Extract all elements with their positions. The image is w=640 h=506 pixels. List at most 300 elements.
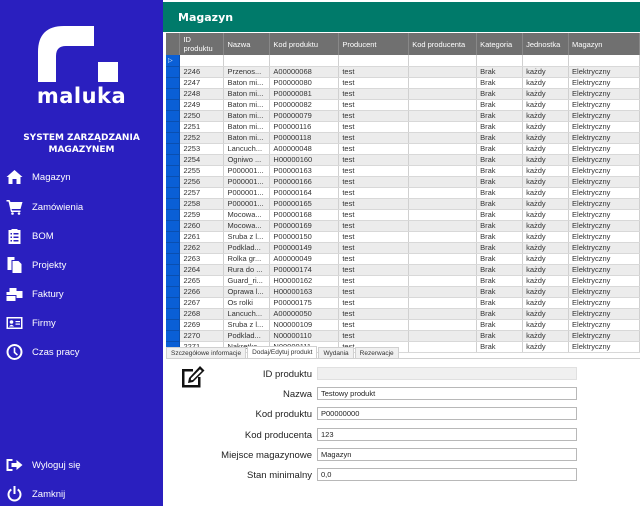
table-cell[interactable]: 2255 bbox=[180, 166, 224, 177]
table-cell[interactable]: każdy bbox=[523, 177, 569, 188]
row-header[interactable] bbox=[166, 122, 180, 133]
table-cell[interactable] bbox=[224, 55, 270, 67]
table-cell[interactable]: każdy bbox=[523, 221, 569, 232]
table-cell[interactable]: 2250 bbox=[180, 111, 224, 122]
sidebar-item-zamowienia[interactable] bbox=[5, 196, 83, 218]
table-cell[interactable]: P00000174 bbox=[270, 265, 339, 276]
table-cell[interactable]: Brak bbox=[477, 221, 523, 232]
row-header[interactable] bbox=[166, 67, 180, 78]
table-cell[interactable]: Brak bbox=[477, 78, 523, 89]
table-cell[interactable]: Elektryczny bbox=[569, 166, 640, 177]
table-cell[interactable]: test bbox=[339, 155, 409, 166]
table-cell[interactable]: każdy bbox=[523, 254, 569, 265]
table-row[interactable] bbox=[166, 188, 640, 199]
table-cell[interactable]: 2266 bbox=[180, 287, 224, 298]
table-cell[interactable]: P00000169 bbox=[270, 221, 339, 232]
table-cell[interactable] bbox=[409, 111, 477, 122]
row-header[interactable] bbox=[166, 331, 180, 342]
table-cell[interactable]: 2264 bbox=[180, 265, 224, 276]
table-cell[interactable]: każdy bbox=[523, 155, 569, 166]
table-cell[interactable]: Elektryczny bbox=[569, 122, 640, 133]
tab-rezerwacje[interactable]: Rezerwacje bbox=[355, 347, 399, 358]
table-cell[interactable]: P000001... bbox=[224, 177, 270, 188]
table-cell[interactable] bbox=[409, 155, 477, 166]
table-cell[interactable]: Elektryczny bbox=[569, 100, 640, 111]
table-cell[interactable] bbox=[523, 55, 569, 67]
table-cell[interactable]: 2249 bbox=[180, 100, 224, 111]
table-cell[interactable]: Sruba z l... bbox=[224, 232, 270, 243]
table-cell[interactable] bbox=[409, 342, 477, 353]
table-cell[interactable]: Elektryczny bbox=[569, 177, 640, 188]
table-cell[interactable]: P00000149 bbox=[270, 243, 339, 254]
table-cell[interactable]: Elektryczny bbox=[569, 254, 640, 265]
table-cell[interactable] bbox=[409, 287, 477, 298]
table-row[interactable] bbox=[166, 144, 640, 155]
column-header[interactable]: Jednostka bbox=[523, 33, 569, 55]
table-cell[interactable]: test bbox=[339, 287, 409, 298]
tab-dodaj-edytuj-produkt[interactable]: Dodaj/Edytuj produkt bbox=[247, 346, 317, 359]
table-cell[interactable]: Oprawa l... bbox=[224, 287, 270, 298]
table-cell[interactable]: każdy bbox=[523, 276, 569, 287]
close-app-button[interactable] bbox=[5, 483, 65, 505]
table-cell[interactable]: 2265 bbox=[180, 276, 224, 287]
table-cell[interactable]: test bbox=[339, 177, 409, 188]
table-cell[interactable]: P00000082 bbox=[270, 100, 339, 111]
table-cell[interactable]: 2258 bbox=[180, 199, 224, 210]
table-cell[interactable]: Brak bbox=[477, 166, 523, 177]
table-cell[interactable] bbox=[409, 144, 477, 155]
table-cell[interactable]: Elektryczny bbox=[569, 78, 640, 89]
table-cell[interactable]: Brak bbox=[477, 265, 523, 276]
table-cell[interactable]: Elektryczny bbox=[569, 67, 640, 78]
products-grid[interactable] bbox=[166, 33, 640, 351]
table-row[interactable] bbox=[166, 122, 640, 133]
table-cell[interactable]: P000001... bbox=[224, 199, 270, 210]
table-cell[interactable]: P00000168 bbox=[270, 210, 339, 221]
table-cell[interactable]: każdy bbox=[523, 243, 569, 254]
row-header[interactable] bbox=[166, 144, 180, 155]
table-cell[interactable]: Elektryczny bbox=[569, 199, 640, 210]
table-cell[interactable]: Podklad... bbox=[224, 243, 270, 254]
kod-producenta-label: Kod producenta bbox=[244, 430, 312, 441]
sidebar-item-projekty[interactable] bbox=[5, 254, 66, 276]
table-cell[interactable]: 2267 bbox=[180, 298, 224, 309]
table-cell[interactable]: test bbox=[339, 210, 409, 221]
table-cell[interactable]: Brak bbox=[477, 111, 523, 122]
table-cell[interactable]: Brak bbox=[477, 144, 523, 155]
table-cell[interactable]: Brak bbox=[477, 199, 523, 210]
table-cell[interactable] bbox=[409, 188, 477, 199]
table-row[interactable] bbox=[166, 133, 640, 144]
table-cell[interactable] bbox=[409, 55, 477, 67]
table-cell[interactable]: Brak bbox=[477, 254, 523, 265]
table-cell[interactable]: Ogniwo ... bbox=[224, 155, 270, 166]
table-row[interactable] bbox=[166, 89, 640, 100]
table-cell[interactable]: P00000116 bbox=[270, 122, 339, 133]
table-cell[interactable]: 2260 bbox=[180, 221, 224, 232]
table-cell[interactable]: test bbox=[339, 221, 409, 232]
table-cell[interactable]: test bbox=[339, 199, 409, 210]
table-cell[interactable]: P00000164 bbox=[270, 188, 339, 199]
table-cell[interactable]: Elektryczny bbox=[569, 287, 640, 298]
table-cell[interactable]: P00000165 bbox=[270, 199, 339, 210]
table-cell[interactable] bbox=[270, 55, 339, 67]
table-cell[interactable]: P00000175 bbox=[270, 298, 339, 309]
table-cell[interactable]: 2248 bbox=[180, 89, 224, 100]
table-cell[interactable]: 2251 bbox=[180, 122, 224, 133]
row-header[interactable] bbox=[166, 210, 180, 221]
table-cell[interactable]: 2257 bbox=[180, 188, 224, 199]
sidebar-item-label: Magazyn bbox=[32, 171, 71, 183]
table-cell[interactable]: Elektryczny bbox=[569, 265, 640, 276]
table-cell[interactable] bbox=[409, 276, 477, 287]
table-cell[interactable]: Elektryczny bbox=[569, 188, 640, 199]
tab-szczegolowe-informacje[interactable]: Szczegółowe informacje bbox=[166, 347, 246, 358]
logout-button[interactable] bbox=[5, 454, 81, 476]
nazwa-input[interactable] bbox=[317, 387, 577, 400]
table-cell[interactable]: 2268 bbox=[180, 309, 224, 320]
table-cell[interactable]: Baton mi... bbox=[224, 122, 270, 133]
table-cell[interactable]: każdy bbox=[523, 287, 569, 298]
table-cell[interactable]: test bbox=[339, 89, 409, 100]
table-cell[interactable]: Elektryczny bbox=[569, 342, 640, 353]
table-cell[interactable]: test bbox=[339, 243, 409, 254]
table-cell[interactable]: A00000068 bbox=[270, 67, 339, 78]
table-cell[interactable]: test bbox=[339, 265, 409, 276]
table-row[interactable] bbox=[166, 309, 640, 320]
table-cell[interactable]: Rolka gr... bbox=[224, 254, 270, 265]
row-header[interactable] bbox=[166, 320, 180, 331]
table-cell[interactable]: P000001... bbox=[224, 166, 270, 177]
table-cell[interactable]: każdy bbox=[523, 331, 569, 342]
table-cell[interactable]: 2253 bbox=[180, 144, 224, 155]
table-cell[interactable]: test bbox=[339, 166, 409, 177]
row-header[interactable] bbox=[166, 243, 180, 254]
table-cell[interactable]: Elektryczny bbox=[569, 133, 640, 144]
table-row[interactable] bbox=[166, 265, 640, 276]
table-cell[interactable] bbox=[409, 166, 477, 177]
table-cell[interactable]: Mocowa... bbox=[224, 221, 270, 232]
table-cell[interactable]: test bbox=[339, 309, 409, 320]
table-cell[interactable]: P00000081 bbox=[270, 89, 339, 100]
table-cell[interactable]: Elektryczny bbox=[569, 89, 640, 100]
table-row[interactable] bbox=[166, 78, 640, 89]
table-cell[interactable] bbox=[409, 265, 477, 276]
row-header[interactable] bbox=[166, 265, 180, 276]
table-cell[interactable] bbox=[409, 309, 477, 320]
table-cell[interactable]: test bbox=[339, 188, 409, 199]
table-cell[interactable]: H00000163 bbox=[270, 287, 339, 298]
row-header[interactable] bbox=[166, 89, 180, 100]
table-row[interactable] bbox=[166, 166, 640, 177]
table-cell[interactable]: Brak bbox=[477, 331, 523, 342]
table-cell[interactable]: Elektryczny bbox=[569, 320, 640, 331]
table-cell[interactable]: 2262 bbox=[180, 243, 224, 254]
table-cell[interactable] bbox=[409, 331, 477, 342]
table-cell[interactable]: P00000118 bbox=[270, 133, 339, 144]
table-row[interactable] bbox=[166, 287, 640, 298]
row-header[interactable] bbox=[166, 254, 180, 265]
table-cell[interactable]: Baton mi... bbox=[224, 89, 270, 100]
table-cell[interactable]: test bbox=[339, 298, 409, 309]
table-cell[interactable]: każdy bbox=[523, 309, 569, 320]
page-header bbox=[163, 0, 640, 32]
table-cell[interactable]: Baton mi... bbox=[224, 78, 270, 89]
table-cell[interactable]: Os rolki bbox=[224, 298, 270, 309]
table-cell[interactable]: każdy bbox=[523, 188, 569, 199]
table-cell[interactable] bbox=[409, 254, 477, 265]
table-row[interactable] bbox=[166, 331, 640, 342]
table-cell[interactable]: każdy bbox=[523, 111, 569, 122]
row-header[interactable] bbox=[166, 78, 180, 89]
system-title-line1: SYSTEM ZARZĄDZANIA bbox=[23, 133, 140, 143]
table-cell[interactable]: test bbox=[339, 111, 409, 122]
table-cell[interactable]: każdy bbox=[523, 232, 569, 243]
table-cell[interactable] bbox=[409, 232, 477, 243]
table-cell[interactable]: P000001... bbox=[224, 188, 270, 199]
table-cell[interactable]: test bbox=[339, 144, 409, 155]
row-header[interactable] bbox=[166, 309, 180, 320]
table-cell[interactable]: Brak bbox=[477, 122, 523, 133]
table-cell[interactable]: H00000160 bbox=[270, 155, 339, 166]
row-header[interactable] bbox=[166, 177, 180, 188]
table-cell[interactable]: każdy bbox=[523, 342, 569, 353]
table-cell[interactable]: Lancuch... bbox=[224, 309, 270, 320]
table-row[interactable] bbox=[166, 298, 640, 309]
table-cell[interactable] bbox=[409, 298, 477, 309]
row-header[interactable] bbox=[166, 155, 180, 166]
column-header[interactable]: Producent bbox=[339, 33, 409, 55]
table-cell[interactable]: Brak bbox=[477, 287, 523, 298]
row-header[interactable] bbox=[166, 298, 180, 309]
kod-produktu-label: Kod produktu bbox=[255, 409, 312, 420]
table-cell[interactable]: Brak bbox=[477, 210, 523, 221]
table-cell[interactable]: Brak bbox=[477, 309, 523, 320]
table-row[interactable] bbox=[166, 232, 640, 243]
table-cell[interactable]: Brak bbox=[477, 67, 523, 78]
sidebar-item-faktury[interactable] bbox=[5, 283, 64, 305]
table-cell[interactable]: Sruba z l... bbox=[224, 320, 270, 331]
table-cell[interactable]: Elektryczny bbox=[569, 331, 640, 342]
table-cell[interactable]: test bbox=[339, 100, 409, 111]
table-cell[interactable]: Elektryczny bbox=[569, 243, 640, 254]
table-cell[interactable]: każdy bbox=[523, 210, 569, 221]
table-row[interactable] bbox=[166, 221, 640, 232]
table-cell[interactable]: Elektryczny bbox=[569, 221, 640, 232]
table-row[interactable] bbox=[166, 177, 640, 188]
table-cell[interactable]: Mocowa... bbox=[224, 210, 270, 221]
table-cell[interactable]: Brak bbox=[477, 188, 523, 199]
table-cell[interactable] bbox=[180, 55, 224, 67]
table-row[interactable] bbox=[166, 243, 640, 254]
table-cell[interactable] bbox=[569, 55, 640, 67]
table-cell[interactable]: test bbox=[339, 320, 409, 331]
row-header[interactable] bbox=[166, 55, 180, 67]
table-cell[interactable]: Brak bbox=[477, 100, 523, 111]
table-cell[interactable]: P00000080 bbox=[270, 78, 339, 89]
table-cell[interactable]: Rura do ... bbox=[224, 265, 270, 276]
table-cell[interactable] bbox=[409, 133, 477, 144]
table-cell[interactable]: P00000163 bbox=[270, 166, 339, 177]
table-cell[interactable]: 2254 bbox=[180, 155, 224, 166]
table-cell[interactable]: każdy bbox=[523, 199, 569, 210]
table-cell[interactable]: Elektryczny bbox=[569, 309, 640, 320]
table-cell[interactable]: 2261 bbox=[180, 232, 224, 243]
table-cell[interactable] bbox=[409, 320, 477, 331]
table-cell[interactable]: Lancuch... bbox=[224, 144, 270, 155]
table-row[interactable] bbox=[166, 155, 640, 166]
table-cell[interactable]: Brak bbox=[477, 177, 523, 188]
table-cell[interactable]: Brak bbox=[477, 89, 523, 100]
table-cell[interactable] bbox=[409, 221, 477, 232]
sidebar-item-label: Zamówienia bbox=[32, 201, 84, 213]
sidebar-item-label: Firmy bbox=[32, 317, 56, 329]
table-row[interactable] bbox=[166, 100, 640, 111]
table-cell[interactable] bbox=[339, 55, 409, 67]
table-cell[interactable] bbox=[409, 210, 477, 221]
table-cell[interactable]: 2246 bbox=[180, 67, 224, 78]
table-cell[interactable]: 2269 bbox=[180, 320, 224, 331]
kod-produktu-input[interactable] bbox=[317, 407, 577, 420]
column-header[interactable]: Nazwa bbox=[224, 33, 270, 55]
table-cell[interactable]: 2259 bbox=[180, 210, 224, 221]
row-header[interactable] bbox=[166, 111, 180, 122]
table-cell[interactable]: Elektryczny bbox=[569, 210, 640, 221]
products-table bbox=[166, 33, 640, 353]
table-cell[interactable]: A00000049 bbox=[270, 254, 339, 265]
table-cell[interactable] bbox=[409, 67, 477, 78]
table-cell[interactable]: P00000150 bbox=[270, 232, 339, 243]
table-cell[interactable]: każdy bbox=[523, 298, 569, 309]
table-cell[interactable]: każdy bbox=[523, 100, 569, 111]
table-cell[interactable]: Brak bbox=[477, 243, 523, 254]
table-cell[interactable]: N00000109 bbox=[270, 320, 339, 331]
new-row[interactable] bbox=[166, 55, 640, 67]
table-cell[interactable]: H00000162 bbox=[270, 276, 339, 287]
table-cell[interactable]: Elektryczny bbox=[569, 111, 640, 122]
table-cell[interactable]: 2252 bbox=[180, 133, 224, 144]
table-row[interactable] bbox=[166, 320, 640, 331]
row-header[interactable] bbox=[166, 133, 180, 144]
table-cell[interactable]: Baton mi... bbox=[224, 100, 270, 111]
stan-minimalny-input[interactable] bbox=[317, 468, 577, 481]
table-cell[interactable]: test bbox=[339, 331, 409, 342]
table-cell[interactable]: każdy bbox=[523, 144, 569, 155]
table-cell[interactable] bbox=[409, 122, 477, 133]
table-cell[interactable]: Elektryczny bbox=[569, 155, 640, 166]
table-cell[interactable]: każdy bbox=[523, 320, 569, 331]
table-cell[interactable]: Brak bbox=[477, 133, 523, 144]
table-cell[interactable]: test bbox=[339, 122, 409, 133]
table-cell[interactable]: Baton mi... bbox=[224, 133, 270, 144]
row-header[interactable] bbox=[166, 287, 180, 298]
sidebar-item-magazyn[interactable] bbox=[5, 166, 71, 188]
table-cell[interactable]: Przenos... bbox=[224, 67, 270, 78]
table-cell[interactable]: 2256 bbox=[180, 177, 224, 188]
table-cell[interactable]: A00000048 bbox=[270, 144, 339, 155]
table-cell[interactable]: 2270 bbox=[180, 331, 224, 342]
table-cell[interactable]: Elektryczny bbox=[569, 276, 640, 287]
miejsce-magazynowe-input[interactable] bbox=[317, 448, 577, 461]
table-cell[interactable]: test bbox=[339, 232, 409, 243]
column-header[interactable]: ID produktu bbox=[180, 33, 224, 55]
table-row[interactable] bbox=[166, 276, 640, 287]
table-cell[interactable]: Baton mi... bbox=[224, 111, 270, 122]
table-cell[interactable] bbox=[409, 89, 477, 100]
table-row[interactable] bbox=[166, 210, 640, 221]
table-cell[interactable]: P00000079 bbox=[270, 111, 339, 122]
table-cell[interactable]: Elektryczny bbox=[569, 232, 640, 243]
tab-wydania[interactable]: Wydania bbox=[318, 347, 353, 358]
sidebar-item-bom[interactable] bbox=[5, 225, 54, 247]
column-header[interactable]: Kod producenta bbox=[409, 33, 477, 55]
table-cell[interactable]: Guard_ri... bbox=[224, 276, 270, 287]
table-cell[interactable]: Brak bbox=[477, 342, 523, 353]
table-row[interactable] bbox=[166, 254, 640, 265]
table-cell[interactable]: Elektryczny bbox=[569, 298, 640, 309]
table-cell[interactable]: każdy bbox=[523, 89, 569, 100]
table-cell[interactable] bbox=[409, 100, 477, 111]
table-cell[interactable] bbox=[477, 55, 523, 67]
row-header[interactable] bbox=[166, 276, 180, 287]
table-cell[interactable] bbox=[409, 78, 477, 89]
row-header[interactable] bbox=[166, 199, 180, 210]
table-cell[interactable]: każdy bbox=[523, 67, 569, 78]
table-cell[interactable]: Brak bbox=[477, 155, 523, 166]
table-row[interactable] bbox=[166, 199, 640, 210]
table-cell[interactable]: Podklad... bbox=[224, 331, 270, 342]
row-header[interactable] bbox=[166, 221, 180, 232]
table-cell[interactable] bbox=[409, 177, 477, 188]
sidebar-item-firmy[interactable] bbox=[5, 312, 56, 334]
table-cell[interactable]: każdy bbox=[523, 133, 569, 144]
row-header[interactable] bbox=[166, 100, 180, 111]
column-header[interactable]: Kod produktu bbox=[270, 33, 339, 55]
row-header[interactable] bbox=[166, 232, 180, 243]
table-cell[interactable]: każdy bbox=[523, 265, 569, 276]
table-cell[interactable]: P00000166 bbox=[270, 177, 339, 188]
table-cell[interactable] bbox=[409, 199, 477, 210]
invoice-icon bbox=[5, 286, 23, 302]
table-cell[interactable]: Brak bbox=[477, 276, 523, 287]
table-cell[interactable]: A00000050 bbox=[270, 309, 339, 320]
row-header[interactable] bbox=[166, 166, 180, 177]
table-cell[interactable]: test bbox=[339, 133, 409, 144]
table-cell[interactable]: test bbox=[339, 276, 409, 287]
table-cell[interactable]: 2247 bbox=[180, 78, 224, 89]
table-cell[interactable]: Elektryczny bbox=[569, 144, 640, 155]
table-cell[interactable] bbox=[409, 243, 477, 254]
table-cell[interactable]: 2263 bbox=[180, 254, 224, 265]
table-cell[interactable]: test bbox=[339, 254, 409, 265]
table-cell[interactable]: Brak bbox=[477, 320, 523, 331]
row-header[interactable] bbox=[166, 188, 180, 199]
table-cell[interactable]: każdy bbox=[523, 78, 569, 89]
table-row[interactable] bbox=[166, 111, 640, 122]
table-cell[interactable]: Brak bbox=[477, 232, 523, 243]
table-cell[interactable]: N00000110 bbox=[270, 331, 339, 342]
kod-producenta-input[interactable] bbox=[317, 428, 577, 441]
table-cell[interactable]: Brak bbox=[477, 298, 523, 309]
table-cell[interactable]: każdy bbox=[523, 166, 569, 177]
table-row[interactable] bbox=[166, 67, 640, 78]
sidebar-item-czas-pracy[interactable] bbox=[5, 341, 80, 363]
table-cell[interactable]: test bbox=[339, 67, 409, 78]
column-header[interactable]: Kategoria bbox=[477, 33, 523, 55]
table-cell[interactable]: każdy bbox=[523, 122, 569, 133]
column-header[interactable]: Magazyn bbox=[569, 33, 640, 55]
table-cell[interactable]: test bbox=[339, 78, 409, 89]
